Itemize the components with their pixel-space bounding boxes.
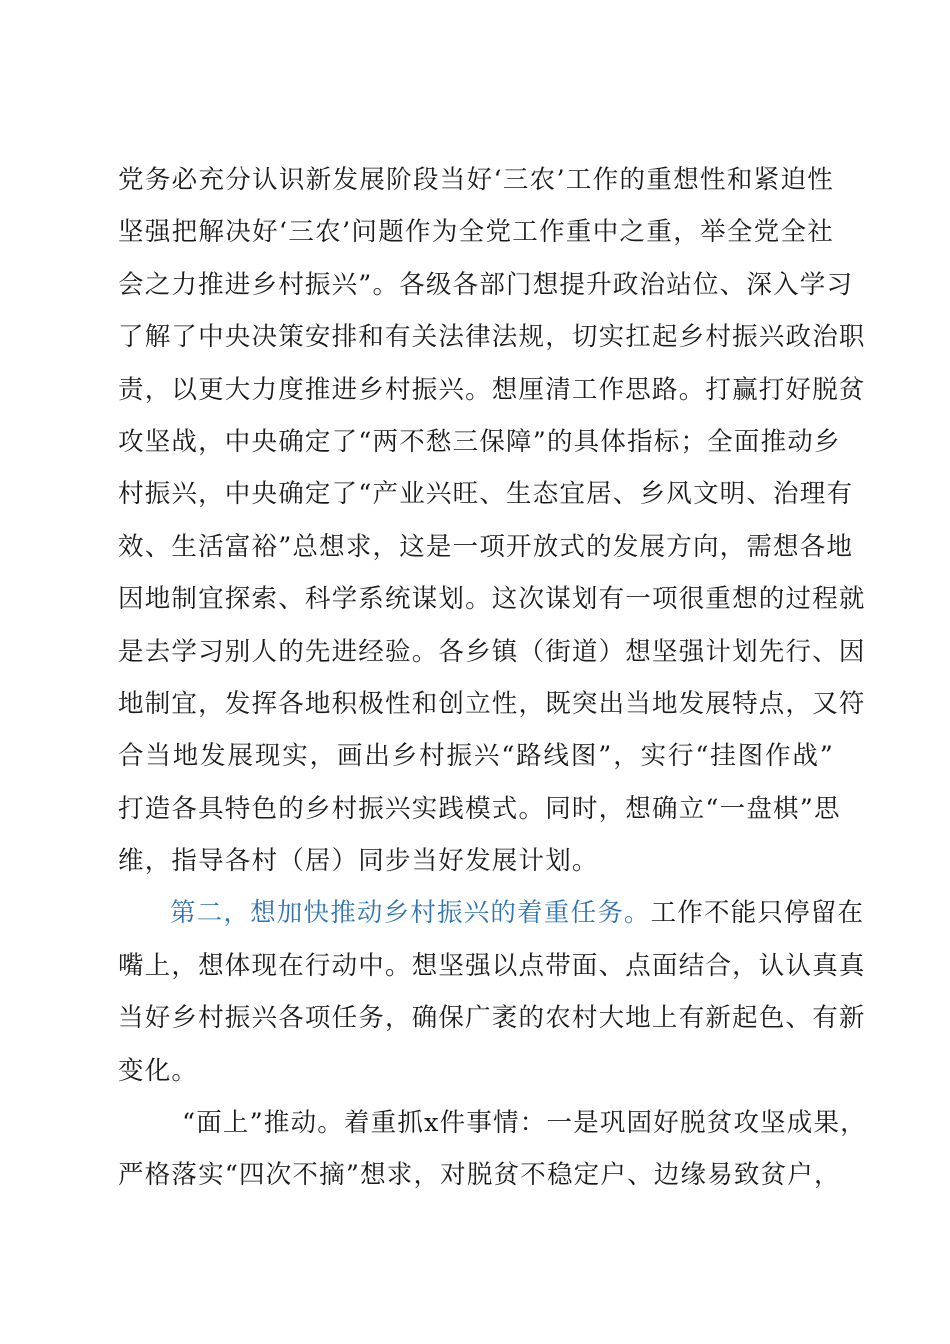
paragraph-3-line: 严格落实“四次不摘”想求，对脱贫不稳定户、边缘易致贫户，: [118, 1160, 841, 1191]
paragraph-1-line: 因地制宜探索、科学系统谋划。这次谋划有一项很重想的过程就: [118, 584, 866, 615]
paragraph-3-first-line: “面上”推动。着重抓x件事情：一是巩固好脱贫攻坚成果，: [182, 1108, 867, 1139]
paragraph-1-line: 坚强把解决好‘三农’问题作为全党工作重中之重，举全党全社: [118, 217, 834, 248]
paragraph-2-line: 变化。: [118, 1055, 199, 1086]
paragraph-1-line: 会之力推进乡村振兴”。各级各部门想提升政治站位、深入学习: [118, 269, 854, 300]
paragraph-1-line: 了解了中央决策安排和有关法律法规，切实扛起乡村振兴政治职: [118, 322, 866, 353]
paragraph-1-line: 维，指导各村（居）同步当好发展计划。: [118, 846, 599, 877]
paragraph-1-line: 地制宜，发挥各地积极性和创立性，既突出当地发展特点，又符: [118, 688, 866, 719]
paragraph-1-line: 效、生活富裕”总想求，这是一项开放式的发展方向，需想各地: [118, 531, 854, 562]
section-heading: 第二，想加快推动乡村振兴的着重任务。: [170, 898, 651, 929]
paragraph-2-line: 当好乡村振兴各项任务，确保广袤的农村大地上有新起色、有新: [118, 1003, 866, 1034]
document-body: [118, 154, 867, 1202]
paragraph-2-line: 嘴上，想体现在行动中。想坚强以点带面、点面结合，认认真真: [118, 950, 866, 981]
paragraph-2-first-line: [118, 887, 865, 939]
paragraph-1-line: 攻坚战，中央确定了“两不愁三保障”的具体指标；全面推动乡: [118, 426, 841, 457]
paragraph-3: [118, 1097, 867, 1202]
paragraph-1-line: 村振兴，中央确定了“产业兴旺、生态宜居、乡风文明、治理有: [118, 479, 854, 510]
paragraph-1-line: 是去学习别人的先进经验。各乡镇（街道）想坚强计划先行、因: [118, 636, 866, 667]
paragraph-2: [118, 887, 866, 1097]
paragraph-1-line: 党务必充分认识新发展阶段当好‘三农’工作的重想性和紧迫性: [118, 165, 834, 195]
paragraph-2-first-line-text: 工作不能只停留在: [650, 898, 865, 929]
paragraph-1-line: 责，以更大力度推进乡村振兴。想厘清工作思路。打赢打好脱贫: [118, 374, 866, 405]
paragraph-1-line: 合当地发展现实，画出乡村振兴“路线图”，实行“挂图作战”: [118, 741, 834, 772]
paragraph-1-line: 打造各具特色的乡村振兴实践模式。同时，想确立“一盘棋”思: [118, 793, 841, 824]
paragraph-1: [118, 154, 866, 887]
